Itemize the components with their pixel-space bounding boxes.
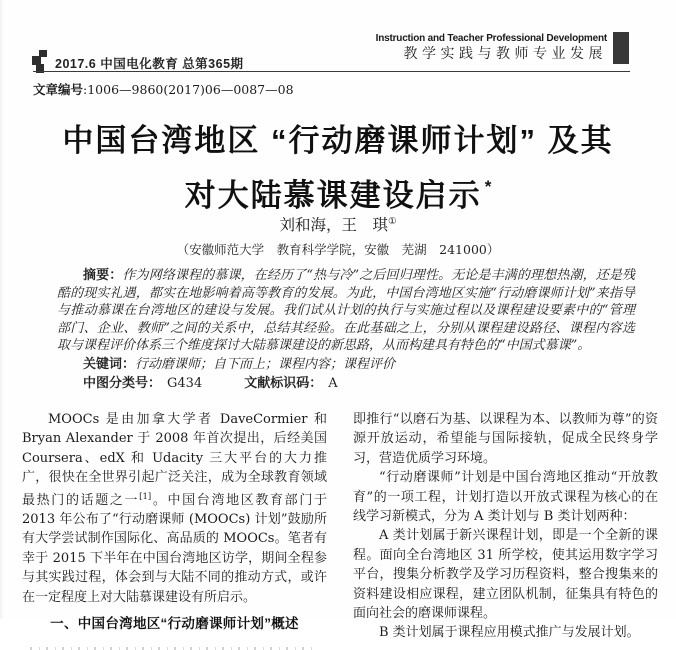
banner-tab-mark [613,32,629,64]
abstract-text: 作为网络课程的慕课，在经历了“热与冷”之后回归理性。无论是丰满的理想热潮，还是残酷的现实礼遇，都实在地影响着高等教育的发展。为此，中国台湾地区实施“行动磨课师计划”来指导与推动慕课在台湾地区的建设与发展。我们试从计划的执行与实施过程以及课程建设要素中的“管理部门、企业、教师”之间的关系中，总结其经验。在此基础之上，分别从课程建设路径、课程内容选取与课程评价体系三个维度探讨大陆慕课建设的新思路，从而构建具有特色的“中国式慕课”。 [57,268,635,354]
clc-value: G434 [167,375,203,391]
right-paragraph-1: “行动磨课师”计划是中国台湾地区推动“开放教育”的一项工程，计划打造以开放式课程为核心的在线学习新模式，分为 A 类计划与 B 类计划两种： [353,470,658,525]
column-title-en: Instruction and Teacher Professional Development [375,33,607,44]
title-footnote-asterisk: * [484,177,492,196]
section-heading-1: 一、中国台湾地区“行动磨课师计划”概述 [50,616,299,632]
classification-line [57,374,635,393]
right-paragraph-2: A 类计划属于新兴课程计划，即是一个全新的课程。面向全台湾地区 31 所学校，使其运用数字学习平台，搜集分析教学及学习历程资料，整合搜集来的资料建设相应课程，建立团队机制，征集具有特色的面向社会的磨课师课程。 [353,528,658,622]
clc-label: 中图分类号： [83,374,162,390]
column-title-zh: 教学实践与教师专业发展 [403,46,607,62]
keywords-line [57,355,635,374]
doc-code-value: A [328,375,338,391]
abstract-block [57,266,635,392]
right-paragraph-3: B 类计划属于课程应用模式推广与发展计划。 [379,625,640,641]
article-title [0,118,676,219]
affiliation: （安徽师范大学 教育科学学院，安徽 芜湖 241000） [176,242,500,257]
article-title-line1: 中国台湾地区 “行动磨课师计划” 及其 [62,123,614,158]
left-paragraph-1 [22,410,327,607]
author-names: 刘和海，王 琪 [279,216,388,234]
keywords-label: 关键词： [83,355,136,371]
keywords-text: 行动磨课师；自下而上；课程内容；课程评价 [135,356,396,372]
journal-logo-icon [32,50,48,73]
left-p1-text: MOOCs 是由加拿大学者 DaveCormier 和 Bryan Alexander 于 2008 年首次提出，后经美国 Coursera、edX 和 Udacity 三大平台的大力推广，很快在全世界引起广泛关注，成为全球教育领域最热门的话题之一 [22,412,327,508]
right-paragraph-0: 即推行“以磨石为基、以课程为本、以教师为尊”的资源开放运动，希望能与国际接轨，促成全民终身学习，营造优质学习环境。 [353,412,658,466]
column-banner [376,32,629,64]
abstract-label: 摘要： [83,267,123,282]
left-column [22,410,327,632]
article-title-line2-text: 对大陆慕课建设启示 [184,178,482,213]
right-column [353,410,658,641]
author-footnote-mark: ① [387,216,397,227]
body-columns [22,410,658,641]
header-rule [33,71,630,72]
article-title-line2 [0,164,676,219]
abstract-paragraph [57,266,635,355]
doc-code-label: 文献标识码： [244,374,323,390]
left-p1-text-cont: 。中国台湾地区教育部门于 2013 年公布了“行动磨课师 (MOOCs) 计划”鼓励所有大学尝试制作国际化、高品质的 MOOCs。笔者有幸于 2015 下半年在中国台湾地区访学，期间全程参与其实践过程，体会到与大陆不同的推动方式，或许在一定程度上对大陆慕课建设有所启示。 [22,492,327,605]
reference-mark-1: [1] [139,491,152,502]
article-id-label: 文章编号 [33,83,84,97]
authors [0,213,676,235]
article-id-value: :1006—9860(2017)06—0087—08 [83,82,294,97]
article-id [33,80,294,98]
issue-info: 2017.6 中国电化教育 总第365期 [55,57,244,71]
